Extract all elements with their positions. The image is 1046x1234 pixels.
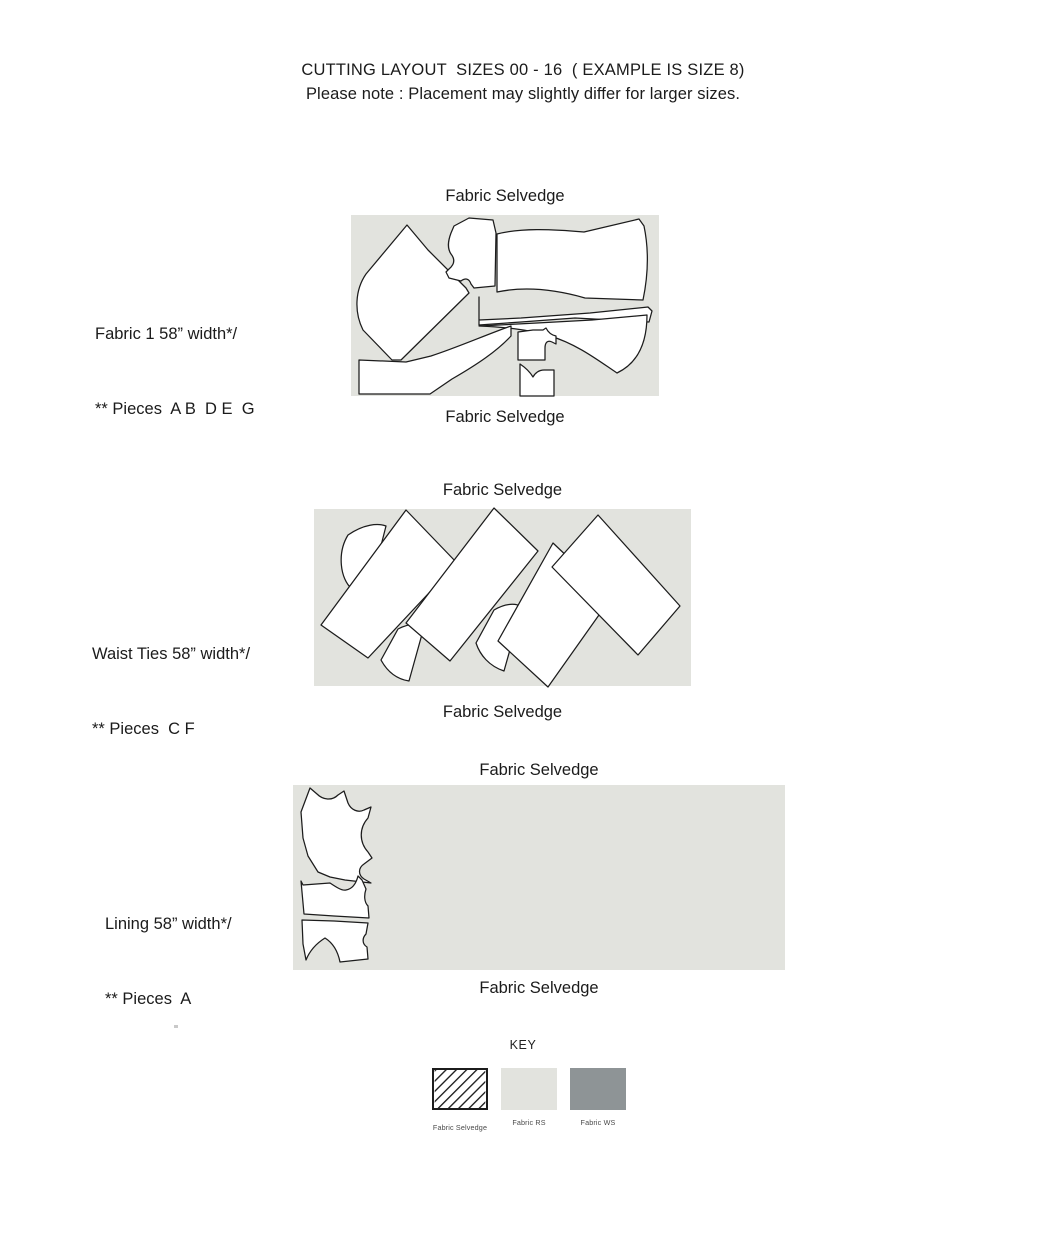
key-caption-selvedge: Fabric Selvedge bbox=[432, 1123, 488, 1132]
key-caption-fabric-rs: Fabric RS bbox=[512, 1118, 546, 1127]
page-title bbox=[0, 58, 1046, 106]
side-label-lining-line1: Lining 58” width*/ bbox=[105, 915, 232, 933]
piece-B-small-bodice bbox=[446, 218, 496, 288]
key-caption-fabric-ws: Fabric WS bbox=[580, 1118, 616, 1127]
fabric-layout-1 bbox=[345, 208, 670, 406]
key-item-selvedge bbox=[432, 1068, 488, 1132]
title-line-2: Please note : Placement may slightly differ for larger sizes. bbox=[305, 85, 741, 103]
selvedge-label-top-waistties: Fabric Selvedge bbox=[442, 481, 563, 499]
fabric-layout-3 bbox=[288, 780, 790, 978]
key-legend bbox=[432, 1068, 627, 1138]
side-label-waistties-line2: ** Pieces C F bbox=[92, 720, 195, 738]
fabric-selvedge-swatch-icon bbox=[432, 1068, 488, 1110]
side-label-fabric1-line2: ** Pieces A B D E G bbox=[95, 400, 255, 418]
key-item-fabric-rs bbox=[501, 1068, 557, 1127]
side-label-fabric1-line1: Fabric 1 58” width*/ bbox=[95, 325, 238, 343]
side-label-lining-line2: ** Pieces A bbox=[105, 990, 192, 1008]
key-title: KEY bbox=[509, 1038, 537, 1052]
fabric-layout-2 bbox=[308, 503, 700, 695]
selvedge-label-top-lining: Fabric Selvedge bbox=[479, 761, 599, 779]
fabric-rs-swatch-icon bbox=[501, 1068, 557, 1110]
key-item-fabric-ws bbox=[570, 1068, 626, 1127]
piece-D-flared-panel bbox=[497, 219, 647, 300]
title-line-1: CUTTING LAYOUT SIZES 00 - 16 ( EXAMPLE IS SIZE 8) bbox=[301, 61, 745, 79]
stray-dot-artifact bbox=[174, 1025, 178, 1028]
side-label-waistties-line1: Waist Ties 58” width*/ bbox=[92, 645, 251, 663]
selvedge-label-top-fabric1: Fabric Selvedge bbox=[445, 187, 565, 205]
fabric-ws-swatch-icon bbox=[570, 1068, 626, 1110]
selvedge-label-bottom-waistties: Fabric Selvedge bbox=[442, 703, 563, 721]
selvedge-label-bottom-fabric1: Fabric Selvedge bbox=[445, 408, 565, 426]
selvedge-label-bottom-lining: Fabric Selvedge bbox=[479, 979, 599, 997]
side-label-fabric1 bbox=[95, 272, 325, 472]
